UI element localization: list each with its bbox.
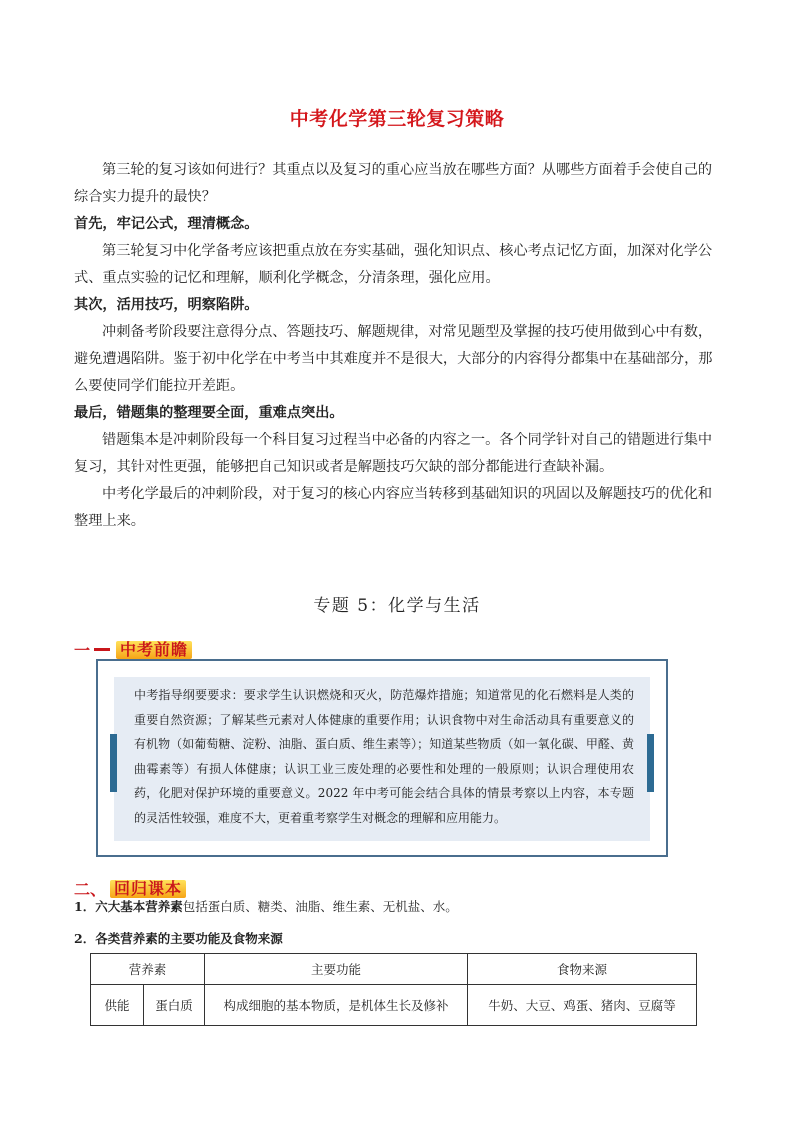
point2-heading: 其次，活用技巧，明察陷阱。 — [74, 297, 259, 313]
topic-title: 专题 5：化学与生活 — [313, 596, 481, 616]
point3-heading: 最后，错题集的整理要全面，重难点突出。 — [74, 405, 344, 421]
table-header: 营养素 — [91, 954, 205, 985]
intro-paragraph — [74, 157, 722, 211]
table-cell: 牛奶、大豆、鸡蛋、猪肉、豆腐等 — [468, 985, 697, 1026]
table-row — [91, 985, 697, 1026]
list-item-1 — [74, 897, 458, 915]
table-header: 主要功能 — [205, 954, 468, 985]
guideline-box-inner — [114, 677, 650, 841]
point3-body — [74, 427, 722, 481]
closing-text: 中考化学最后的冲刺阶段，对于复习的核心内容应当转移到基础知识的巩固以及解题技巧的优化和整理上来。 — [74, 486, 713, 529]
guideline-text: 中考指导纲要要求：要求学生认识燃烧和灭火，防范爆炸措施；知道常见的化石燃料是人类的重要自然资源；了解某些元素对人体健康的重要作用；认识食物中对生命活动具有重要意义的有机物（如葡萄糖、淀粉、油脂、蛋白质、维生素等）；知道某些物质（如一氧化碳、甲醛、黄曲霉素等）有损人体健康；认识工业三废处理的必要性和处理的一般原则；认识合理使用农药，化肥对保护环境的重要意义。2022 年中考可能会结合具体的情景考察以上内容，本专题的灵活性较强，难度不大，更着重考察学生对概念的理解和应用能力。 — [134, 688, 634, 825]
section-label: 回归课本 — [110, 880, 186, 898]
point2-body — [74, 319, 722, 400]
left-side-bar — [110, 734, 117, 792]
dash-divider — [94, 648, 110, 651]
table-cell: 蛋白质 — [144, 985, 205, 1026]
point1-heading: 首先，牢记公式，理清概念。 — [74, 216, 259, 232]
table-cell: 供能 — [91, 985, 144, 1026]
point2-body-text: 冲刺备考阶段要注意得分点、答题技巧、解题规律，对常见题型及掌握的技巧使用做到心中有数，避免遭遇陷阱。鉴于初中化学在中考当中其难度并不是很大，大部分的内容得分都集中在基础部分，那么要使同学们能拉开差距。 — [74, 324, 713, 394]
section-heading-preview — [74, 638, 192, 661]
list-number: 1． — [74, 899, 96, 914]
nutrient-table — [90, 953, 697, 1026]
list-item-2: 2．各类营养素的主要功能及食物来源 — [74, 931, 283, 946]
document-title: 中考化学第三轮复习策略 — [289, 108, 505, 130]
list-item-text: 包括蛋白质、糖类、油脂、维生素、无机盐、水。 — [182, 899, 458, 914]
section-label: 中考前瞻 — [116, 641, 192, 659]
table-cell: 构成细胞的基本物质，是机体生长及修补 — [205, 985, 468, 1026]
list-bold-term: 六大基本营养素 — [95, 899, 183, 914]
section-number: 二、 — [74, 882, 107, 899]
point1-body — [74, 238, 722, 292]
guideline-box — [96, 659, 668, 857]
closing-paragraph — [74, 481, 722, 535]
point3-body-text: 错题集本是冲刺阶段每一个科目复习过程当中必备的内容之一。各个同学针对自己的错题进行集中复习，其针对性更强，能够把自己知识或者是解题技巧欠缺的部分都能进行查缺补漏。 — [74, 432, 713, 475]
table-header: 食物来源 — [468, 954, 697, 985]
section-number: 一 — [74, 643, 91, 660]
right-side-bar — [647, 734, 654, 792]
point1-body-text: 第三轮复习中化学备考应该把重点放在夯实基础，强化知识点、核心考点记忆方面，加深对化学公式、重点实验的记忆和理解，顺利化学概念，分清条理，强化应用。 — [74, 243, 713, 286]
intro-text: 第三轮的复习该如何进行？其重点以及复习的重心应当放在哪些方面？从哪些方面着手会使自己的综合实力提升的最快？ — [74, 162, 713, 205]
